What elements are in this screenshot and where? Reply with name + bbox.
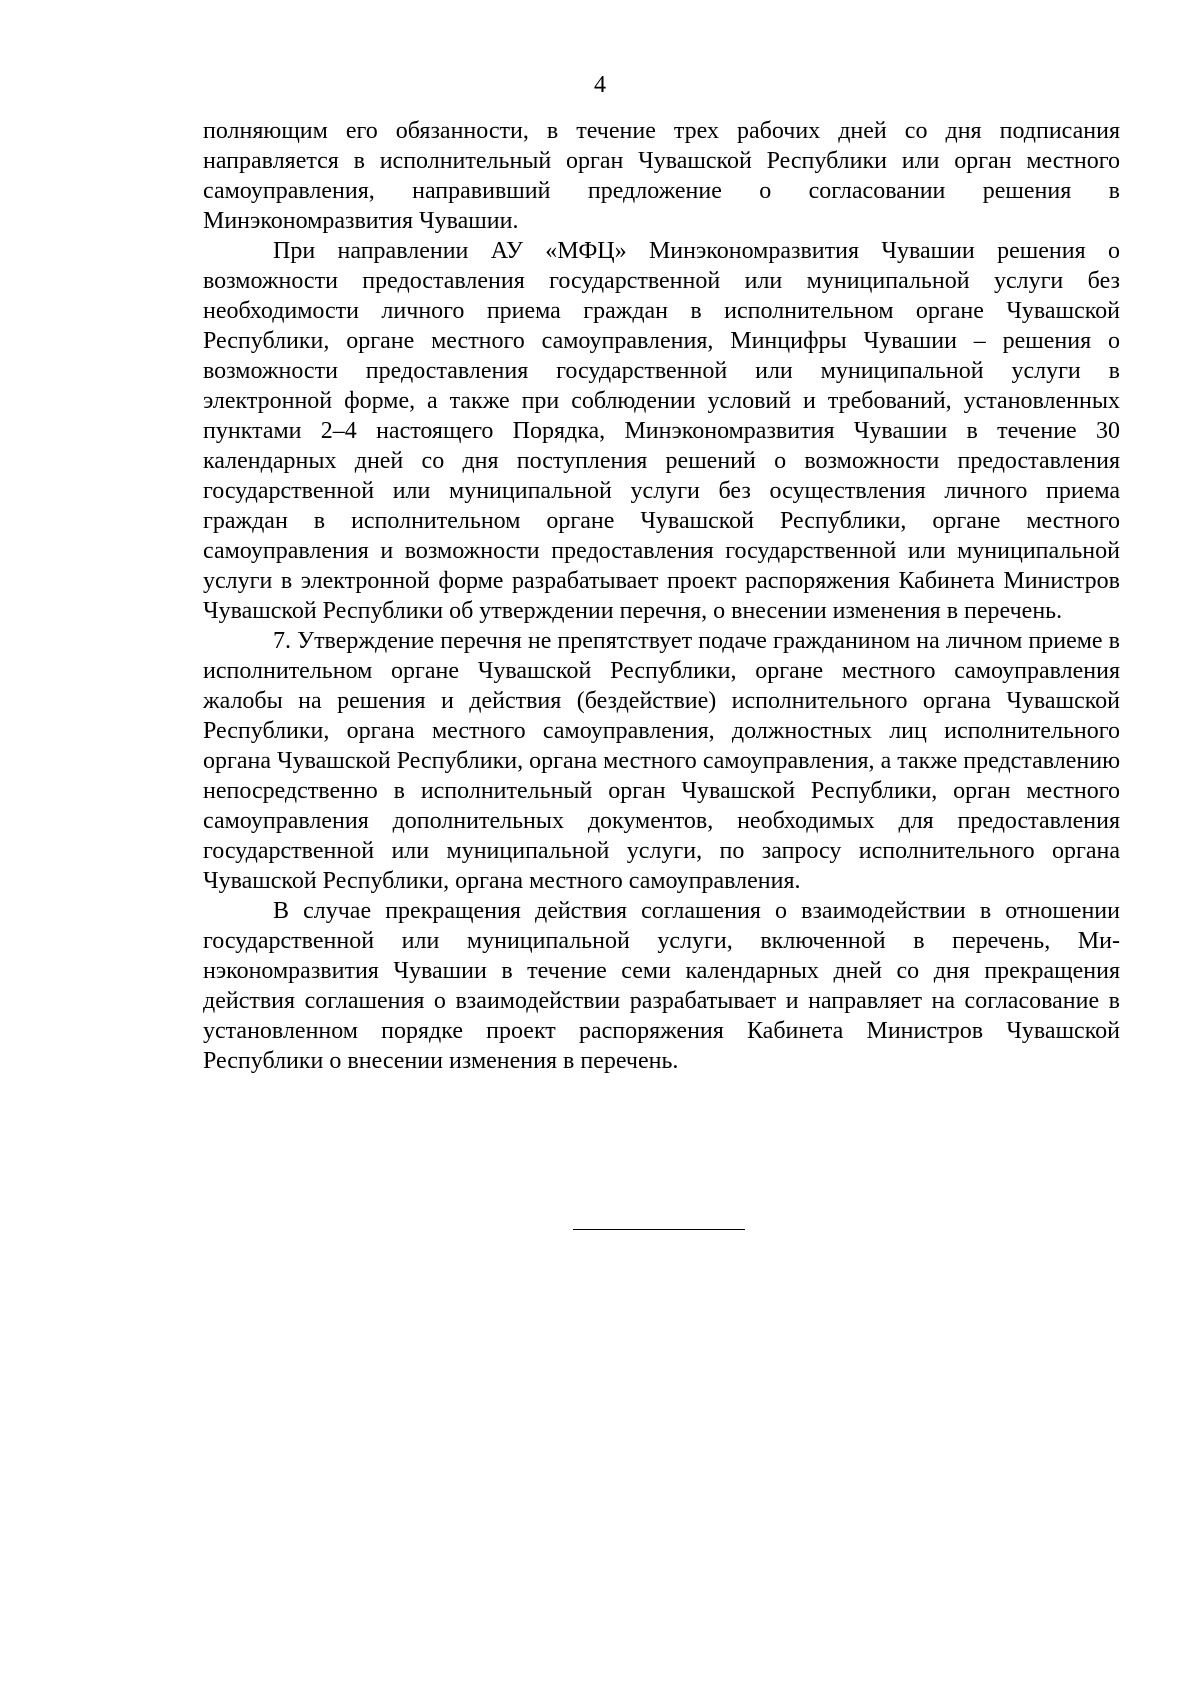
paragraph-3: 7. Утверждение перечня не препятствует подаче гражданином на личном приеме в исполнительном органе Чувашской Республики, органе местного самоуправления жалобы на решения и действия (бездействие) исполнительного органа Чувашской Республики, органа местного самоуправления, должностных лиц исполнительного органа Чувашской Республики, органа местного самоуправления, а также представлению непосредственно в исполнительный орган Чувашской Республики, орган местного самоуправления дополнительных документов, необходимых для предоставления государственной или муниципальной услуги, по запросу исполнительного органа Чувашской Республики, органа местного самоуправления. <box>203 628 1120 894</box>
end-of-document-rule <box>573 1229 745 1230</box>
paragraph-1: полняющим его обязанности, в течение трех рабочих дней со дня подписания направляется в исполнительный орган Чувашской Республики или орган местного самоуправления, направивший предложение о согласовании решения в Минэкономразвития Чувашии. <box>203 118 1120 234</box>
page-number: 4 <box>594 72 606 98</box>
paragraph-4: В случае прекращения действия соглашения о взаимодействии в отношении государственной или муниципальной услуги, включенной в перечень, Минэкономразвития Чувашии в течение семи календарных дней со дня прекращения действия соглашения о взаимодействии разрабатывает и направляет на согласование в установленном порядке проект распоряжения Кабинета Министров Чувашской Республики о внесении изменения в перечень. <box>203 898 1120 1074</box>
body-text <box>203 116 1120 1076</box>
paragraph-2: При направлении АУ «МФЦ» Минэкономразвития Чувашии решения о возможности предоставления государственной или муниципальной услуги без необходимости личного приема граждан в исполнительном органе Чувашской Республики, органе местного самоуправления, Минцифры Чувашии – решения о возможности предоставления государственной или муниципальной услуги в электронной форме, а также при соблюдении условий и требований, установленных пунктами 2–4 настоящего Порядка, Минэкономразвития Чувашии в течение 30 календарных дней со дня поступления решений о возможности предоставления государственной или муниципальной услуги без осуществления личного приема граждан в исполнительном органе Чувашской Республики, органе местного самоуправления и возможности предоставления государственной или муниципальной услуги в электронной форме разрабатывает проект распоряжения Кабинета Министров Чувашской Республики об утверждении перечня, о внесении изменения в перечень. <box>203 238 1120 624</box>
